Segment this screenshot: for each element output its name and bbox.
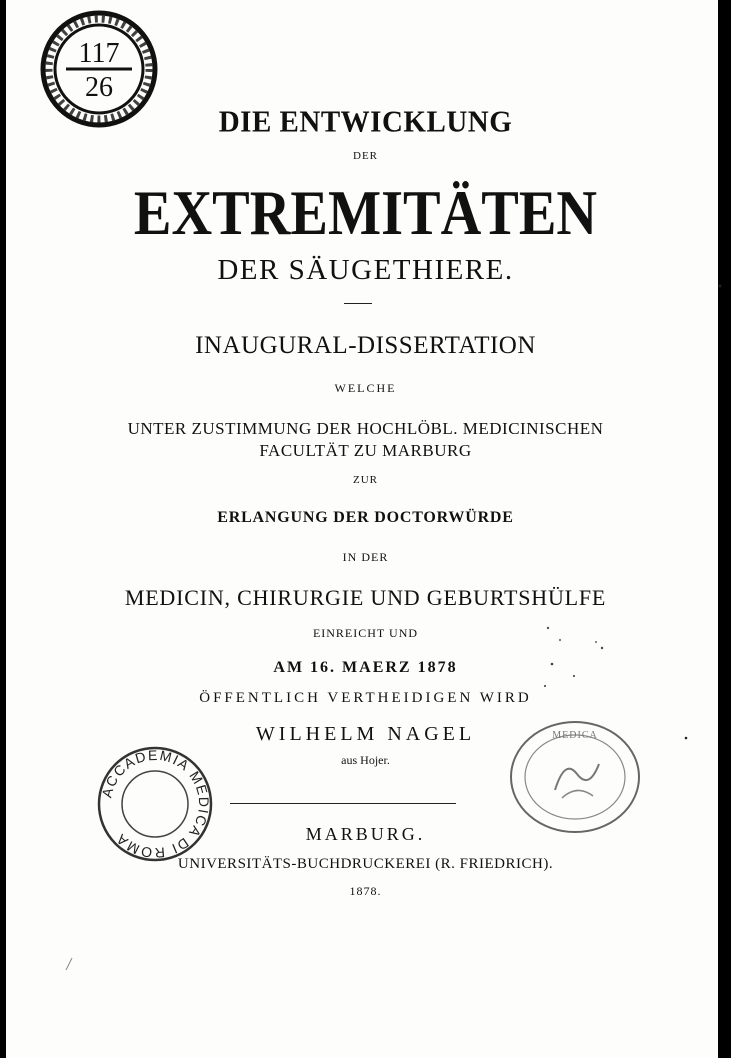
stamp-number-top: 117 — [78, 38, 120, 69]
title-line-1: DIE ENTWICKLUNG — [218, 105, 513, 139]
main-title: EXTREMITÄTEN — [133, 177, 598, 248]
title-line-2: DER — [353, 150, 378, 162]
subtitle: DER SÄUGETHIERE. — [217, 254, 514, 286]
printer: UNIVERSITÄTS-BUCHDRUCKEREI (R. FRIEDRICH). — [177, 856, 554, 872]
author-name: WILHELM NAGEL — [255, 723, 476, 745]
text-degree: ERLANGUNG DER DOCTORWÜRDE — [217, 509, 514, 526]
text-date: AM 16. MAERZ 1878 — [273, 659, 458, 676]
publication-place: MARBURG. — [305, 824, 426, 844]
text-fields: MEDICIN, CHIRURGIE UND GEBURTSHÜLFE — [124, 585, 607, 610]
publication-year: 1878. — [349, 884, 382, 898]
stamp-number-bottom: 26 — [85, 72, 113, 103]
text-faculty-2: FACULTÄT ZU MARBURG — [259, 441, 472, 460]
dissertation-heading: INAUGURAL-DISSERTATION — [195, 332, 536, 359]
svg-text:ACCADEMIA MEDICA DI ROMA: ACCADEMIA MEDICA DI ROMA — [98, 746, 213, 862]
text-zur: ZUR — [353, 474, 378, 486]
text-in-der: IN DER — [342, 550, 389, 564]
text-defend: ÖFFENTLICH VERTHEIDIGEN WIRD — [199, 690, 532, 706]
oval-stamp-text: MEDICA — [552, 730, 598, 741]
author-origin: aus Hojer. — [341, 753, 390, 767]
text-faculty-1: UNTER ZUSTIMMUNG DER HOCHLÖBL. MEDICINISCHEN — [127, 419, 604, 438]
text-einreicht: EINREICHT UND — [312, 626, 419, 640]
text-welche: WELCHE — [334, 381, 397, 395]
